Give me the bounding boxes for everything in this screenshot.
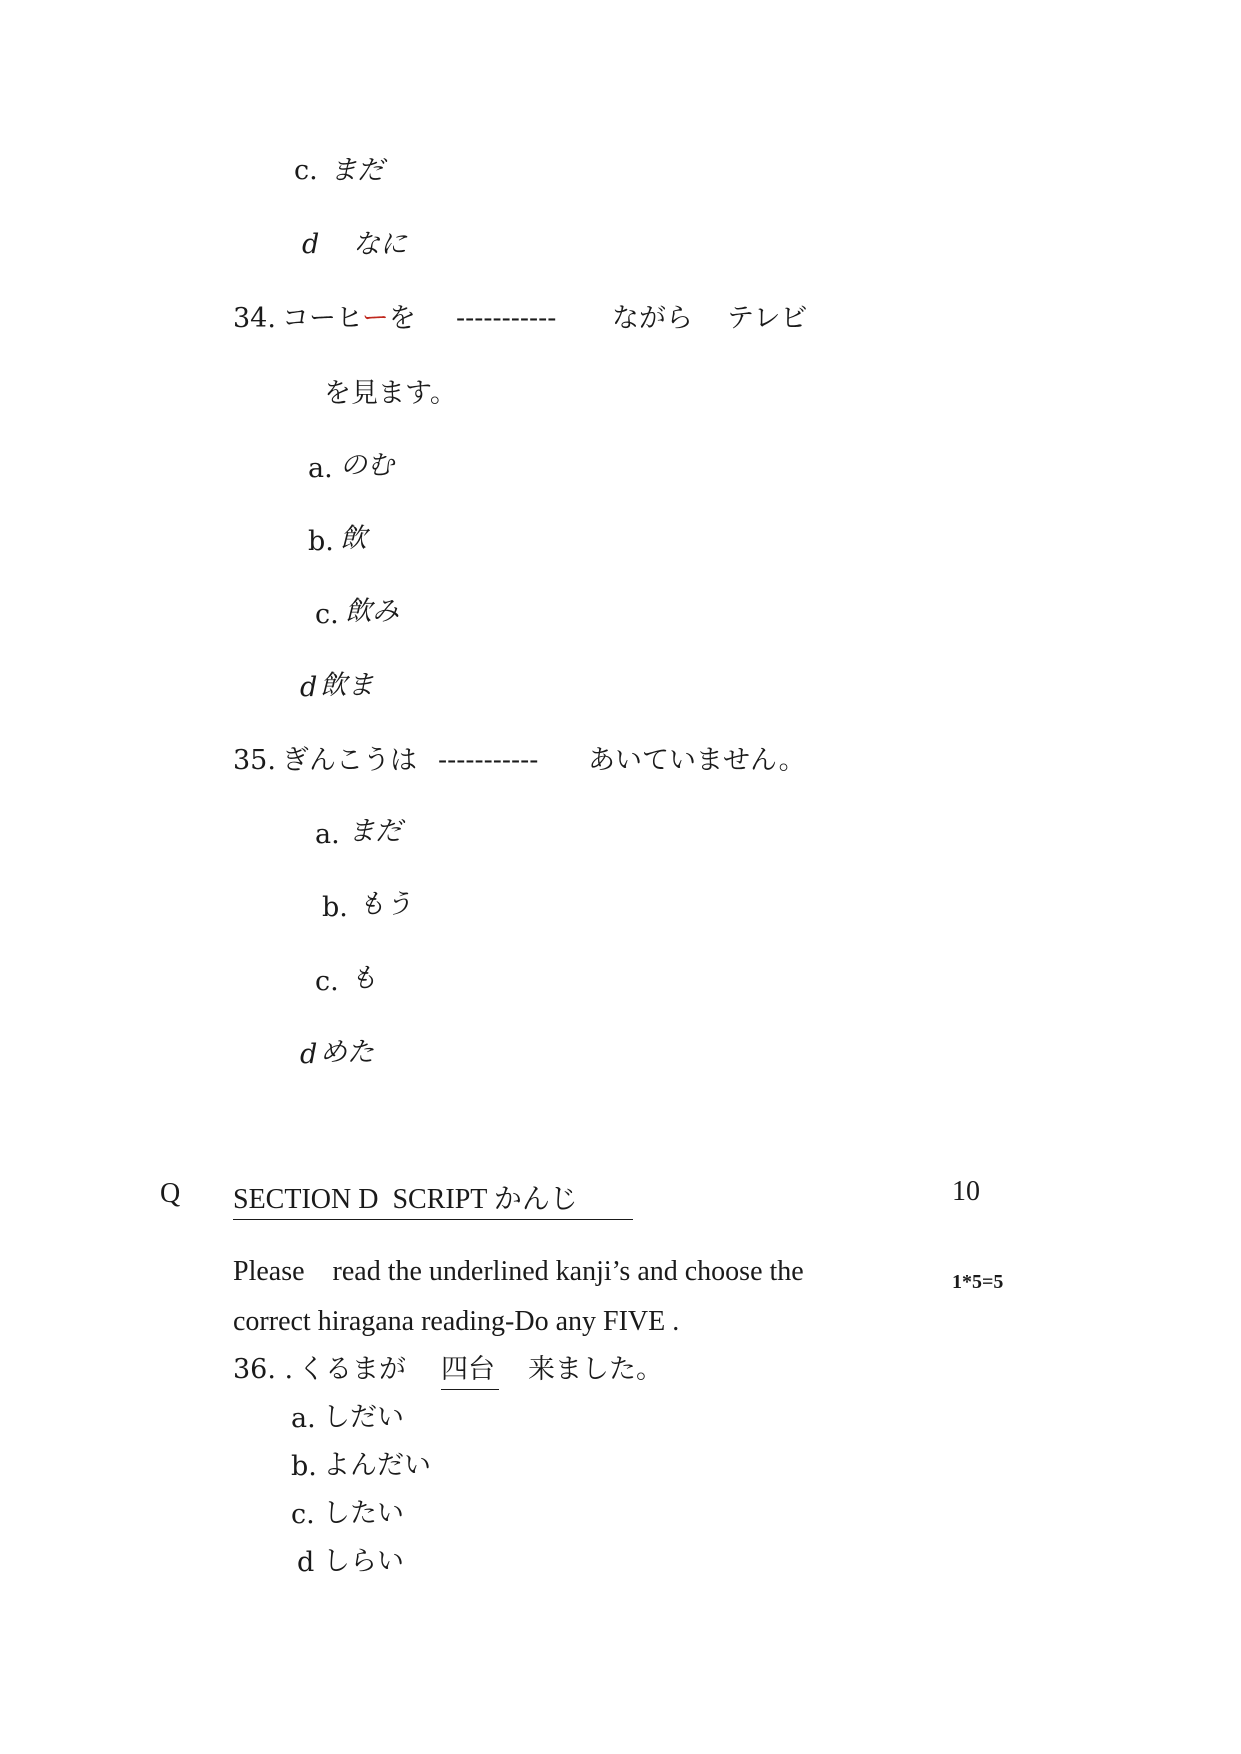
option-letter: d <box>302 229 320 260</box>
question-number: 36. . <box>233 1354 294 1385</box>
question-text: ぎんこうは <box>282 745 417 776</box>
question-text-mid: ながら <box>612 303 693 334</box>
option-text: 飲ま <box>320 670 374 701</box>
option-text: しだい <box>323 1402 404 1433</box>
option-letter: a. <box>315 819 340 850</box>
option-letter: d <box>300 672 318 703</box>
option-letter: c. <box>315 966 339 997</box>
option-letter: a. <box>308 453 333 484</box>
option-text: めた <box>320 1037 374 1068</box>
q-label: Q <box>160 1178 181 1209</box>
option-text: のむ <box>340 450 394 481</box>
question-text-end: あいていません。 <box>588 745 806 776</box>
question-text: くるまが <box>298 1354 406 1385</box>
section-marks: 10 <box>952 1176 980 1207</box>
option-text: したい <box>323 1498 404 1529</box>
option-letter: b. <box>291 1451 317 1482</box>
question-number: 35. <box>233 745 276 776</box>
question-number: 34. <box>233 303 276 334</box>
underlined-kanji: 四台 <box>441 1354 495 1385</box>
option-text: なに <box>353 229 407 260</box>
option-letter: c. <box>294 155 318 186</box>
question-text-end: テレビ <box>727 303 808 334</box>
option-letter: b. <box>308 526 334 557</box>
instruction-line-1: Please read the underlined kanji’s and choose the <box>233 1256 804 1287</box>
option-letter: b. <box>322 892 348 923</box>
instruction-line-2: correct hiragana reading-Do any FIVE . <box>233 1306 680 1337</box>
answer-blank: ----------- <box>456 303 557 334</box>
option-letter: a. <box>291 1403 316 1434</box>
option-letter: d <box>297 1547 315 1578</box>
option-text: もう <box>358 889 412 920</box>
question-text: コーヒーを <box>282 303 416 334</box>
answer-blank: ----------- <box>438 745 539 776</box>
kanji-underline <box>441 1389 499 1390</box>
option-text: 飲み <box>345 596 399 627</box>
question-line-2: を見ます。 <box>324 378 457 409</box>
option-text: よんだい <box>323 1450 431 1481</box>
option-letter: d <box>300 1039 318 1070</box>
section-title-underline <box>233 1219 633 1220</box>
option-text: も <box>350 963 377 994</box>
question-text-end: 来ました。 <box>528 1354 663 1385</box>
option-text: 飲 <box>340 523 367 554</box>
red-char: ー <box>361 303 389 334</box>
option-text: まだ <box>348 816 402 847</box>
option-letter: c. <box>291 1499 315 1530</box>
marks-breakdown: 1*5=5 <box>952 1271 1004 1293</box>
option-text: まだ <box>330 155 384 186</box>
section-title: SECTION D SCRIPT かんじ <box>233 1184 578 1215</box>
option-letter: c. <box>315 599 339 630</box>
option-text: しらい <box>323 1546 404 1577</box>
